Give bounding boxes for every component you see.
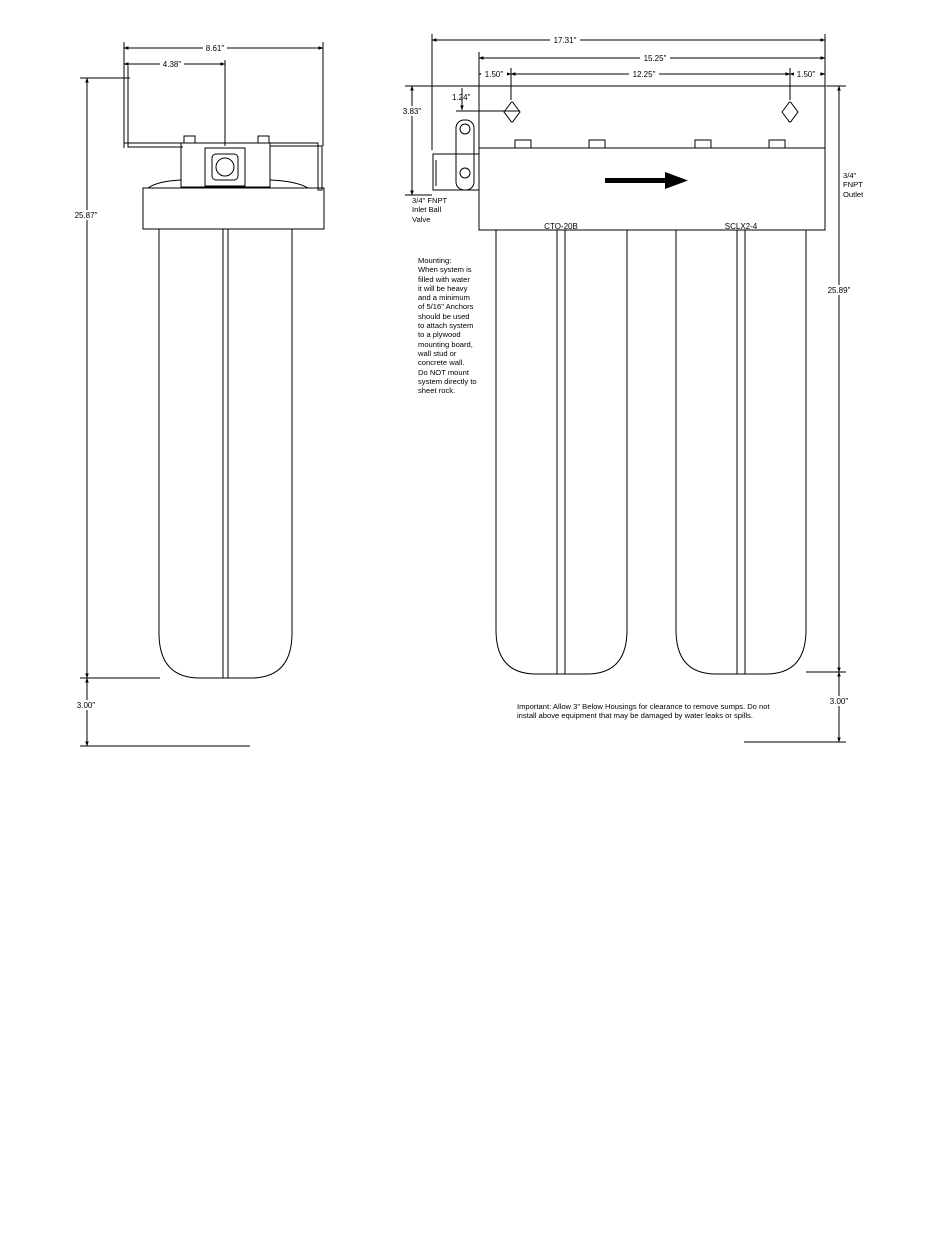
outlet-note-line: Outlet bbox=[843, 189, 864, 199]
mounting-note-line: Mounting: bbox=[418, 256, 452, 265]
mounting-note-line: filled with water bbox=[418, 274, 470, 284]
inlet-ball-valve-note bbox=[412, 196, 462, 224]
side-height-label: 25.87" bbox=[74, 211, 98, 220]
front-clearance-label: 3.00" bbox=[829, 697, 849, 706]
mounting-note-line: mounting board, bbox=[418, 339, 473, 349]
mounting-note-line: sheet rock. bbox=[418, 386, 456, 396]
mounting-note-line: Do NOT mount bbox=[418, 367, 469, 377]
side-width-overall-label: 8.61" bbox=[205, 44, 225, 53]
flow-direction-arrow bbox=[605, 172, 688, 189]
mounting-note-line: of 5/16" Anchors bbox=[418, 302, 474, 312]
front-width-overall-label: 17.31" bbox=[553, 36, 577, 45]
left-slot-offset-label: 1.50" bbox=[484, 70, 504, 79]
front-height-label: 25.89" bbox=[827, 286, 851, 295]
important-note-line: install above equipment that may be damaged by water leaks or spills. bbox=[517, 711, 753, 721]
bracket-width-label: 15.25" bbox=[643, 54, 667, 63]
slot-spacing-label: 12.25" bbox=[632, 70, 656, 79]
mounting-note-line: concrete wall. bbox=[418, 358, 465, 368]
mounting-note-line: wall stud or bbox=[418, 348, 457, 358]
important-note-line: Important: Allow 3" Below Housings for clearance to remove sumps. Do not bbox=[517, 702, 770, 711]
outlet-note-line: FNPT bbox=[843, 180, 863, 190]
inlet-drop-label: 1.24" bbox=[452, 93, 471, 102]
inlet-height-label: 3.83" bbox=[402, 107, 422, 116]
side-clearance-label: 3.00" bbox=[76, 701, 96, 710]
housing-left-model-label: CTO-20B bbox=[544, 222, 578, 231]
mounting-note-line: and a minimum bbox=[418, 293, 470, 303]
mounting-note bbox=[418, 256, 488, 395]
mounting-note-line: should be used bbox=[418, 311, 470, 321]
side-width-center-label: 4.38" bbox=[162, 60, 182, 69]
inlet-note-line: Inlet Ball bbox=[412, 205, 442, 215]
inlet-note-line: 3/4" FNPT bbox=[412, 196, 448, 205]
inlet-note-line: Valve bbox=[412, 214, 431, 224]
clearance-important-note bbox=[517, 702, 797, 721]
mounting-note-line: it will be heavy bbox=[418, 283, 468, 293]
mounting-note-line: to a plywood bbox=[418, 330, 461, 340]
outlet-note-line: 3/4" bbox=[843, 171, 857, 180]
right-slot-offset-label: 1.50" bbox=[796, 70, 816, 79]
housing-right-model-label: SCLX2-4 bbox=[724, 222, 758, 231]
mounting-note-line: to attach system bbox=[418, 321, 474, 331]
outlet-note bbox=[843, 171, 883, 199]
side-view bbox=[80, 42, 324, 746]
mounting-note-line: When system is bbox=[418, 265, 472, 275]
mounting-note-line: system directly to bbox=[418, 376, 477, 386]
